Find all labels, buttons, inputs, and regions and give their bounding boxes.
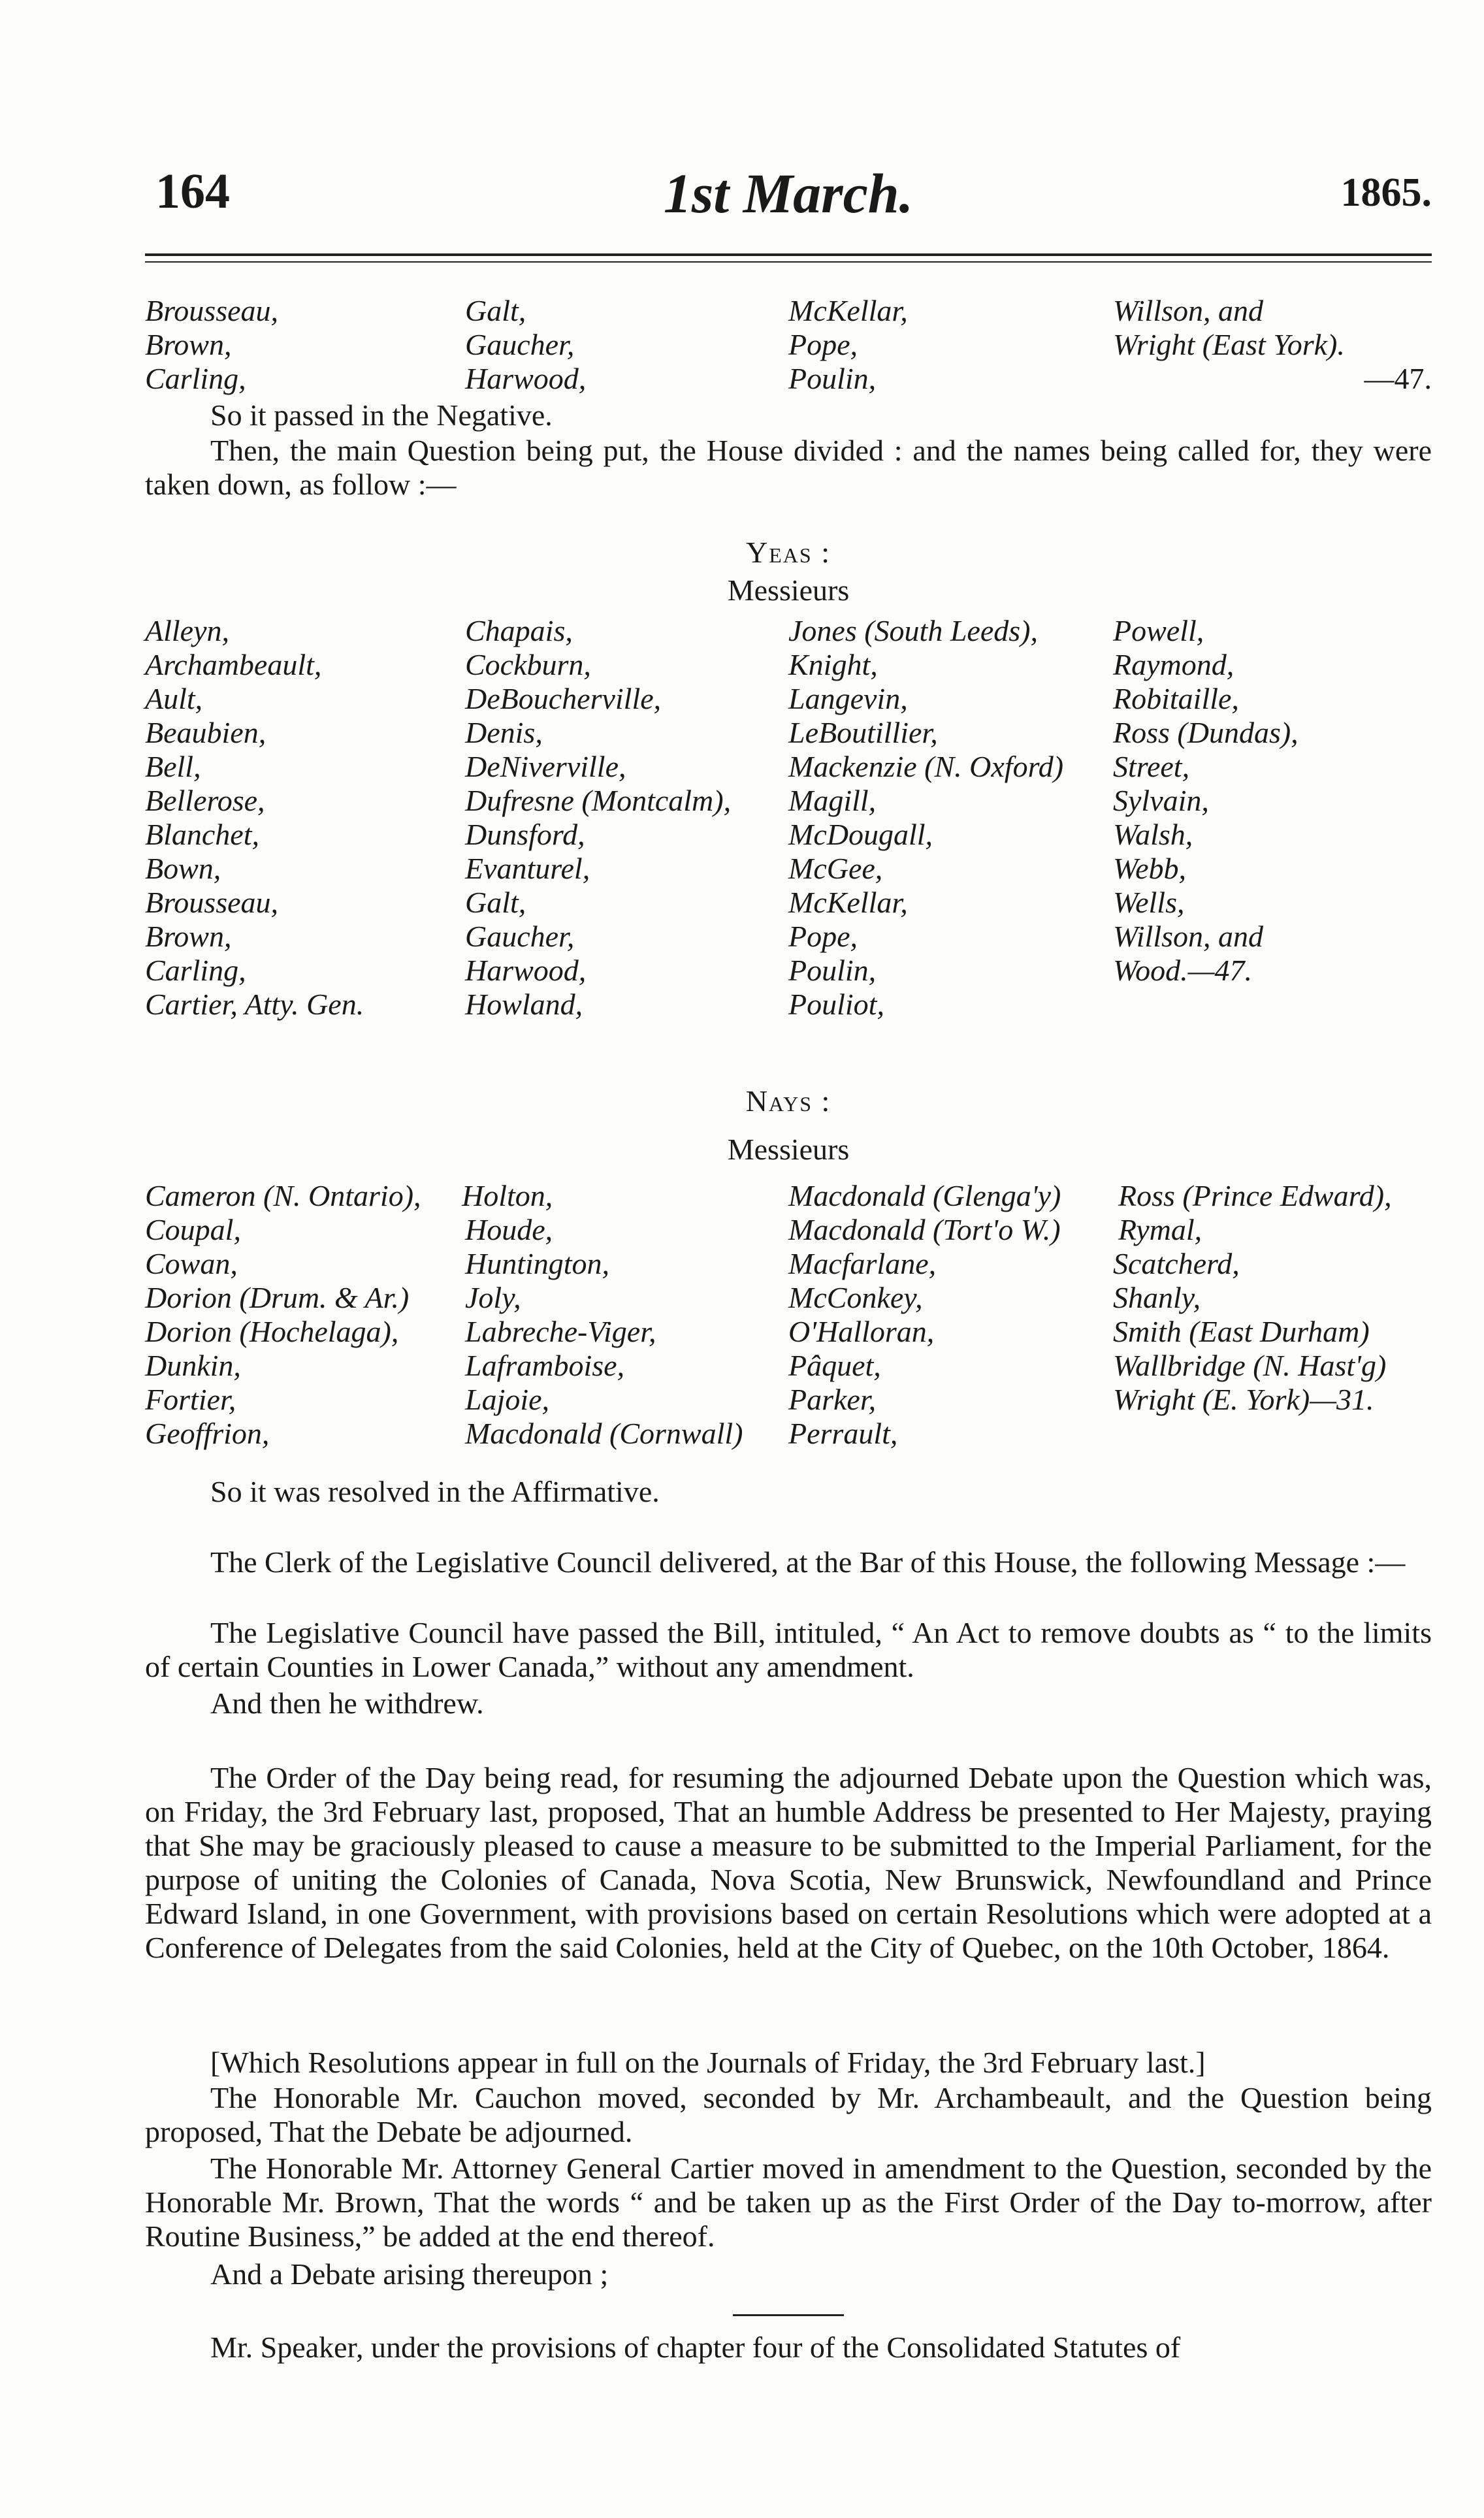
member-name: Webb, bbox=[1113, 852, 1187, 885]
member-name: Dorion (Hochelaga), bbox=[145, 1315, 399, 1348]
member-name: Evanturel, bbox=[465, 852, 590, 885]
member-name: Willson, and bbox=[1113, 920, 1264, 953]
member-name: Dufresne (Montcalm), bbox=[465, 784, 732, 817]
member-name: Bellerose, bbox=[145, 784, 265, 817]
paragraph-affirmative: So it was resolved in the Affirmative. bbox=[210, 1475, 660, 1508]
member-name: Walsh, bbox=[1113, 818, 1193, 851]
member-name: Perrault, bbox=[788, 1417, 898, 1450]
paragraph-clerk-message: The Clerk of the Legislative Council delivered, at the Bar of this House, the following Message :— bbox=[210, 1545, 1406, 1579]
member-name: Fortier, bbox=[145, 1383, 236, 1416]
nays-subheading: Messieurs bbox=[727, 1133, 850, 1166]
member-name: McKellar, bbox=[788, 294, 908, 327]
member-name: Houde, bbox=[465, 1213, 553, 1246]
member-name: Pope, bbox=[788, 920, 858, 953]
yeas-list bbox=[145, 614, 1432, 1022]
member-name: Labreche-Viger, bbox=[465, 1315, 656, 1348]
member-name: Knight, bbox=[788, 648, 878, 681]
member-name: Cowan, bbox=[145, 1247, 238, 1280]
name-row bbox=[145, 1281, 1432, 1315]
member-name: Rymal, bbox=[1118, 1213, 1202, 1246]
member-name: Street, bbox=[1113, 750, 1190, 783]
member-name: Coupal, bbox=[145, 1213, 241, 1246]
member-name: Jones (South Leeds), bbox=[788, 614, 1038, 647]
member-name: DeBoucherville, bbox=[465, 682, 662, 715]
member-name: Ross (Dundas), bbox=[1113, 716, 1298, 749]
page-number: 164 bbox=[155, 164, 230, 219]
header-rule-thin bbox=[145, 261, 1432, 263]
member-name: McKellar, bbox=[788, 886, 908, 919]
member-name: Cockburn, bbox=[465, 648, 591, 681]
member-name: Pouliot, bbox=[788, 988, 884, 1021]
member-name: Gaucher, bbox=[465, 920, 575, 953]
page-header bbox=[145, 157, 1432, 229]
nays-heading: Nays : bbox=[745, 1084, 831, 1118]
member-name: McGee, bbox=[788, 852, 883, 885]
name-row bbox=[145, 750, 1432, 784]
member-name: Chapais, bbox=[465, 614, 573, 647]
member-name: Joly, bbox=[465, 1281, 521, 1314]
page-year: 1865. bbox=[1340, 170, 1432, 215]
member-name: Macfarlane, bbox=[788, 1247, 937, 1280]
member-name: Ross (Prince Edward), bbox=[1118, 1179, 1392, 1212]
member-name: Wright (E. York)—31. bbox=[1113, 1383, 1374, 1416]
name-row bbox=[145, 784, 1432, 818]
name-row bbox=[145, 1213, 1432, 1247]
member-name: Brousseau, bbox=[145, 886, 279, 919]
member-name: Howland, bbox=[465, 988, 583, 1021]
member-name: Alleyn, bbox=[145, 614, 229, 647]
paragraph-order-of-day: The Order of the Day being read, for resuming the adjourned Debate upon the Question which was, on Friday, the 3rd February last, proposed, That an humble Address be presented to Her Majesty, praying that She may be graciously pleased to cause a measure to be submitted to the Imperial Parliament, for the purpose of uniting the Colonies of Canada, Nova Scotia, New Brunswick, Newfoundland and Prince Edward Island, in one Government, with provisions based on certain Resolutions which were adopted at a Conference of Delegates from the said Colonies, held at the City of Quebec, on the 10th October, 1864. bbox=[145, 1761, 1432, 1964]
member-name: Willson, and bbox=[1113, 294, 1264, 327]
member-name: Powell, bbox=[1113, 614, 1204, 647]
member-name: Brown, bbox=[145, 920, 232, 953]
name-row bbox=[145, 614, 1432, 648]
member-name: DeNiverville, bbox=[465, 750, 626, 783]
member-name: Pope, bbox=[788, 328, 858, 361]
paragraph-resolutions-note: [Which Resolutions appear in full on the Journals of Friday, the 3rd February last.] bbox=[210, 2046, 1206, 2079]
vote-total: —47. bbox=[1364, 362, 1432, 395]
name-row bbox=[145, 988, 1432, 1022]
member-name: Huntington, bbox=[465, 1247, 610, 1280]
name-row bbox=[145, 886, 1432, 920]
name-row bbox=[145, 328, 1432, 362]
member-name: Lajoie, bbox=[465, 1383, 550, 1416]
member-name: Brousseau, bbox=[145, 294, 279, 327]
member-name: Poulin, bbox=[788, 362, 877, 395]
member-name: Scatcherd, bbox=[1113, 1247, 1240, 1280]
header-rule-thick bbox=[145, 253, 1432, 256]
member-name: Macdonald (Glenga'y) bbox=[788, 1179, 1061, 1212]
member-name: Beaubien, bbox=[145, 716, 266, 749]
member-name: Cartier, Atty. Gen. bbox=[145, 988, 364, 1021]
member-name: O'Halloran, bbox=[788, 1315, 935, 1348]
member-name: Dunkin, bbox=[145, 1349, 241, 1382]
previous-division-list bbox=[145, 294, 1432, 396]
name-row bbox=[145, 648, 1432, 682]
member-name: Dorion (Drum. & Ar.) bbox=[145, 1281, 410, 1314]
member-name: Carling, bbox=[145, 954, 246, 987]
member-name: Sylvain, bbox=[1113, 784, 1209, 817]
member-name: Wells, bbox=[1113, 886, 1185, 919]
member-name: Shanly, bbox=[1113, 1281, 1201, 1314]
member-name: Laframboise, bbox=[465, 1349, 625, 1382]
member-name: Raymond, bbox=[1113, 648, 1234, 681]
section-divider bbox=[733, 2314, 844, 2316]
name-row bbox=[145, 954, 1432, 988]
member-name: Bown, bbox=[145, 852, 221, 885]
nays-list bbox=[145, 1179, 1432, 1451]
paragraph-withdrew: And then he withdrew. bbox=[210, 1687, 484, 1720]
name-row bbox=[145, 1383, 1432, 1417]
paragraph-cauchon-motion: The Honorable Mr. Cauchon moved, seconded by Mr. Archambeault, and the Question being proposed, That the Debate be adjourned. bbox=[145, 2081, 1432, 2148]
member-name: Denis, bbox=[465, 716, 543, 749]
member-name: Brown, bbox=[145, 328, 232, 361]
member-name: Ault, bbox=[145, 682, 203, 715]
yeas-heading: Yeas : bbox=[746, 536, 831, 569]
member-name: Macdonald (Cornwall) bbox=[465, 1417, 743, 1450]
member-name: Pâquet, bbox=[788, 1349, 881, 1382]
member-name: Smith (East Durham) bbox=[1113, 1315, 1370, 1348]
member-name: Blanchet, bbox=[145, 818, 259, 851]
member-name: Galt, bbox=[465, 886, 526, 919]
member-name: Poulin, bbox=[788, 954, 877, 987]
name-row bbox=[145, 682, 1432, 716]
name-row bbox=[145, 1315, 1432, 1349]
member-name: Bell, bbox=[145, 750, 201, 783]
member-name: Harwood, bbox=[465, 954, 587, 987]
name-row bbox=[145, 362, 1432, 396]
name-row bbox=[145, 852, 1432, 886]
member-name: Harwood, bbox=[465, 362, 587, 395]
paragraph-speaker: Mr. Speaker, under the provisions of chapter four of the Consolidated Statutes of bbox=[210, 2331, 1181, 2364]
member-name: Dunsford, bbox=[465, 818, 585, 851]
member-name: Holton, bbox=[462, 1179, 553, 1212]
member-name: LeBoutillier, bbox=[788, 716, 938, 749]
paragraph-council-bill: The Legislative Council have passed the Bill, intituled, “ An Act to remove doubts as “ to the limits of certain Counties in Lower Canada,” without any amendment. bbox=[145, 1616, 1432, 1683]
member-name: Galt, bbox=[465, 294, 526, 327]
member-name: Archambeault, bbox=[145, 648, 322, 681]
member-name: McDougall, bbox=[788, 818, 933, 851]
member-name: Robitaille, bbox=[1113, 682, 1239, 715]
member-name: Cameron (N. Ontario), bbox=[145, 1179, 421, 1212]
paragraph-main-question: Then, the main Question being put, the House divided : and the names being called for, they were taken down, as follow :— bbox=[145, 434, 1432, 501]
member-name: Geoffrion, bbox=[145, 1417, 270, 1450]
paragraph-debate-arising: And a Debate arising thereupon ; bbox=[210, 2257, 609, 2291]
page-date: 1st March. bbox=[663, 162, 914, 225]
yeas-subheading: Messieurs bbox=[727, 573, 850, 607]
member-name: Gaucher, bbox=[465, 328, 575, 361]
member-name: Carling, bbox=[145, 362, 246, 395]
name-row bbox=[145, 1247, 1432, 1281]
name-row bbox=[145, 1179, 1432, 1213]
member-name: Magill, bbox=[788, 784, 877, 817]
name-row bbox=[145, 1417, 1432, 1451]
name-row bbox=[145, 920, 1432, 954]
member-name: Macdonald (Tort'o W.) bbox=[788, 1213, 1061, 1246]
member-name: Wright (East York). bbox=[1113, 328, 1345, 361]
name-row bbox=[145, 716, 1432, 750]
member-name: Wallbridge (N. Hast'g) bbox=[1113, 1349, 1387, 1382]
paragraph-negative: So it passed in the Negative. bbox=[210, 398, 553, 432]
name-row bbox=[145, 1349, 1432, 1383]
member-name: Mackenzie (N. Oxford) bbox=[788, 750, 1064, 783]
paragraph-cartier-amendment: The Honorable Mr. Attorney General Cartier moved in amendment to the Question, seconded by the Honorable Mr. Brown, That the words “ and be taken up as the First Order of the Day to-morrow, after Routine Business,” be added at the end thereof. bbox=[145, 2152, 1432, 2253]
member-name: Wood.—47. bbox=[1113, 954, 1252, 987]
member-name: Langevin, bbox=[788, 682, 908, 715]
member-name: Parker, bbox=[788, 1383, 877, 1416]
name-row bbox=[145, 294, 1432, 328]
name-row bbox=[145, 818, 1432, 852]
member-name: McConkey, bbox=[788, 1281, 923, 1314]
